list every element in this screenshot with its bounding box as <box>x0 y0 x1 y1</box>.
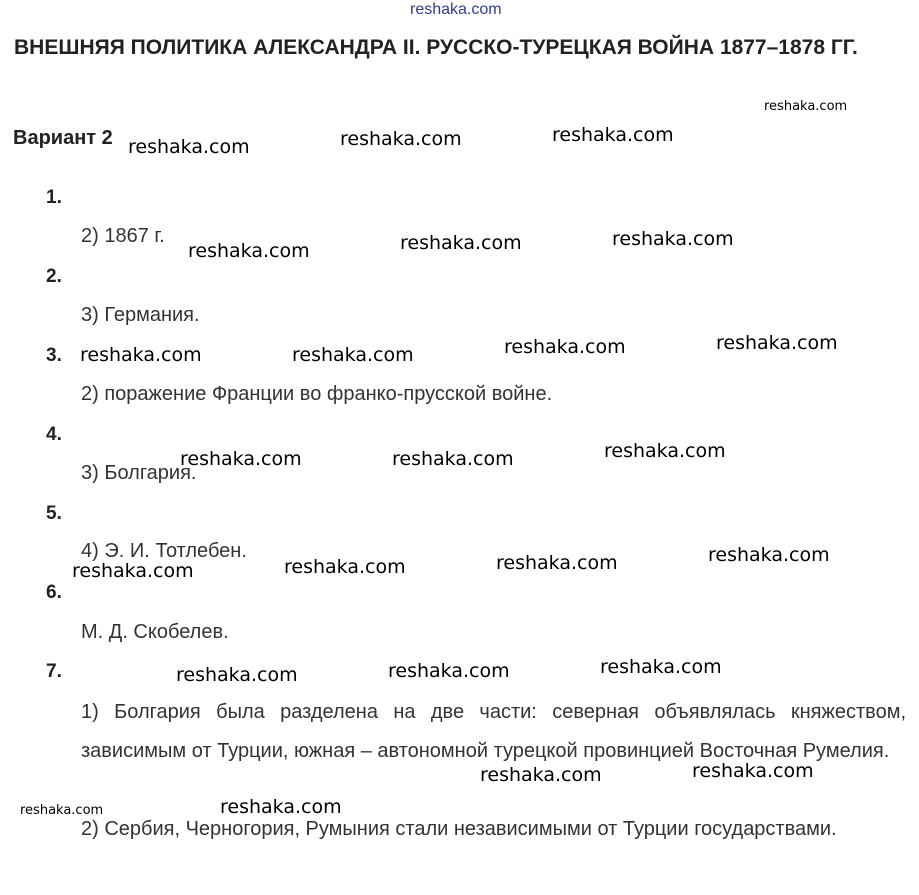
watermark: reshaka.com <box>128 136 250 158</box>
watermark: reshaka.com <box>80 344 202 366</box>
watermark: reshaka.com <box>340 128 462 150</box>
answer-5: 4) Э. И. Тотлебен. <box>81 540 247 562</box>
answer-7-paragraph-1: 1) Болгария была разделена на две части: северная объявлялась княжеством, зависимым от Турции, южная – автономной турецкой провинцией Восточная Румелия. <box>81 701 906 762</box>
watermark: reshaka.com <box>764 99 848 114</box>
watermark: reshaka.com <box>180 448 302 470</box>
question-number-6: 6. <box>46 582 62 603</box>
watermark: reshaka.com <box>400 232 522 254</box>
watermark: reshaka.com <box>504 336 626 358</box>
question-number-7: 7. <box>46 661 62 682</box>
answer-7-paragraph-2: 2) Сербия, Черногория, Румыния стали независимыми от Турции государствами. <box>81 818 837 840</box>
watermark: reshaka.com <box>600 656 722 678</box>
watermark: reshaka.com <box>72 560 194 582</box>
answer-3: 2) поражение Франции во франко-прусской войне. <box>81 383 553 405</box>
site-link[interactable]: reshaka.com <box>410 1 502 18</box>
question-number-5: 5. <box>46 503 62 524</box>
watermark: reshaka.com <box>392 448 514 470</box>
variant-heading: Вариант 2 <box>13 127 113 149</box>
watermark: reshaka.com <box>708 544 830 566</box>
watermark: reshaka.com <box>604 440 726 462</box>
watermark: reshaka.com <box>480 764 602 786</box>
watermark: reshaka.com <box>496 552 618 574</box>
answer-4: 3) Болгария. <box>81 462 197 484</box>
watermark: reshaka.com <box>388 660 510 682</box>
watermark: reshaka.com <box>692 760 814 782</box>
watermark: reshaka.com <box>292 344 414 366</box>
watermark: reshaka.com <box>716 332 838 354</box>
answer-2: 3) Германия. <box>81 304 200 326</box>
watermark: reshaka.com <box>552 124 674 146</box>
watermark: reshaka.com <box>176 664 298 686</box>
answer-1: 2) 1867 г. <box>81 225 165 247</box>
answer-6: М. Д. Скобелев. <box>81 621 229 643</box>
watermark: reshaka.com <box>220 796 342 818</box>
question-number-4: 4. <box>46 424 62 445</box>
watermark: reshaka.com <box>612 228 734 250</box>
question-number-2: 2. <box>46 266 62 287</box>
page-title: ВНЕШНЯЯ ПОЛИТИКА АЛЕКСАНДРА II. РУССКО-ТУРЕЦКАЯ ВОЙНА 1877–1878 ГГ. <box>14 36 858 59</box>
question-number-1: 1. <box>46 187 62 208</box>
question-number-3: 3. <box>46 345 62 366</box>
watermark: reshaka.com <box>284 556 406 578</box>
watermark: reshaka.com <box>20 803 104 818</box>
watermark: reshaka.com <box>188 240 310 262</box>
